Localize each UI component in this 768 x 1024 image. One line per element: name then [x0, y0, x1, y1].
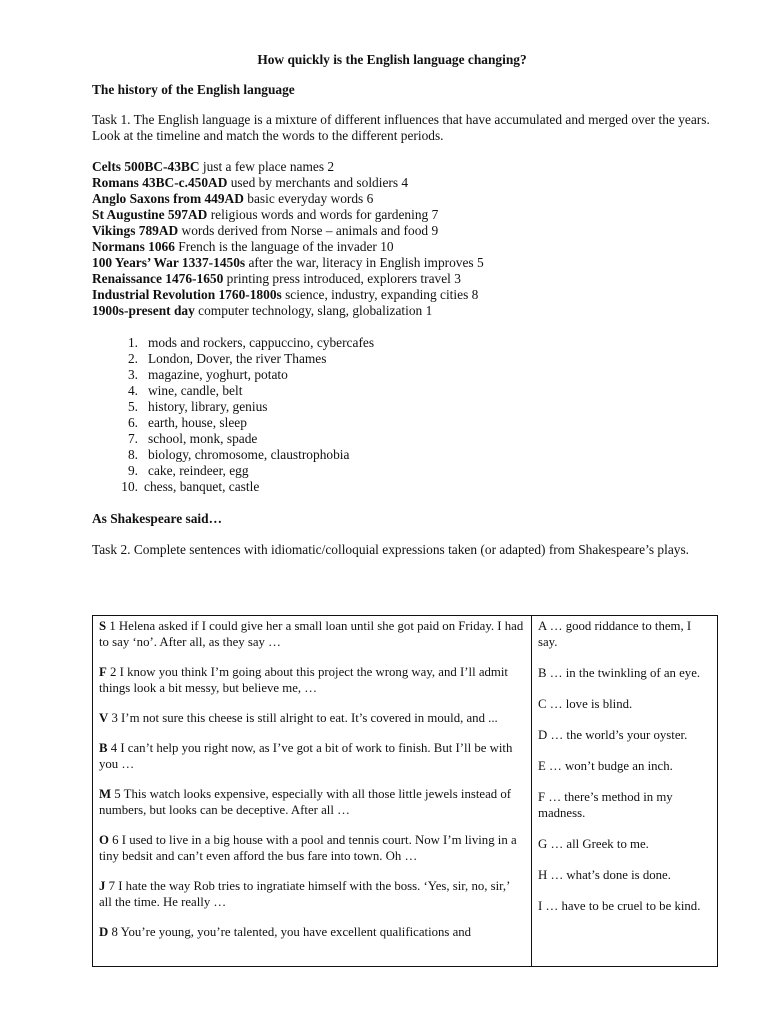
timeline-row — [92, 175, 717, 191]
sentence-item — [99, 740, 525, 772]
timeline-period: 1900s-present day — [92, 303, 195, 318]
list-item — [92, 431, 717, 447]
sentence-letter: J — [99, 879, 106, 893]
list-text: cake, reindeer, egg — [148, 463, 249, 478]
timeline-row — [92, 207, 717, 223]
timeline-period: Romans 43BC-c.450AD — [92, 175, 228, 190]
timeline-desc: French is the language of the invader 10 — [174, 239, 394, 254]
sentence-letter: M — [99, 787, 112, 801]
list-number: 3. — [127, 367, 138, 382]
answers-column — [532, 616, 718, 967]
sentence-text: 8 You’re young, you’re talented, you have excellent qualifications and — [108, 925, 472, 939]
sentence-item — [99, 786, 525, 818]
answer-item: E … won’t budge an inch. — [538, 759, 673, 773]
list-text: London, Dover, the river Thames — [148, 351, 327, 366]
list-number: 8. — [127, 447, 138, 462]
sentence-item — [99, 710, 525, 726]
page-title: How quickly is the English language changing? — [257, 52, 527, 67]
sentence-text: 3 I’m not sure this cheese is still alright to eat. It’s covered in mould, and ... — [108, 711, 498, 725]
list-number: 1. — [127, 335, 138, 350]
timeline-period: Renaissance 1476-1650 — [92, 271, 224, 286]
timeline-desc: basic everyday words 6 — [243, 191, 374, 206]
sentence-text: 7 I hate the way Rob tries to ingratiate himself with the boss. ‘Yes, sir, no, sir,’ all the time. He really … — [99, 879, 510, 909]
list-text: mods and rockers, cappuccino, cybercafes — [148, 335, 375, 350]
timeline-desc: science, industry, expanding cities 8 — [281, 287, 479, 302]
list-item — [92, 399, 717, 415]
timeline-period: Normans 1066 — [92, 239, 175, 254]
list-text: earth, house, sleep — [148, 415, 247, 430]
list-item — [92, 415, 717, 431]
timeline-desc: after the war, literacy in English improves 5 — [245, 255, 484, 270]
timeline-row — [92, 303, 717, 319]
section-heading-history: The history of the English language — [92, 82, 295, 97]
list-text: chess, banquet, castle — [144, 479, 260, 494]
sentence-text: 6 I used to live in a big house with a pool and tennis court. Now I’m living in a tiny bedsit and can’t even afford the bus fare into town. Oh … — [99, 833, 517, 863]
list-number: 5. — [127, 399, 138, 414]
matching-table — [92, 615, 718, 967]
sentence-letter: O — [99, 833, 109, 847]
list-text: history, library, genius — [148, 399, 268, 414]
list-number: 7. — [127, 431, 138, 446]
list-item — [92, 367, 717, 383]
answer-item: H … what’s done is done. — [538, 868, 671, 882]
list-text: wine, candle, belt — [148, 383, 243, 398]
task2-instructions: Task 2. Complete sentences with idiomatic/colloquial expressions taken (or adapted) from Shakespeare’s plays. — [92, 542, 690, 557]
timeline-row — [92, 239, 717, 255]
timeline-row — [92, 287, 717, 303]
list-text: school, monk, spade — [148, 431, 258, 446]
answer-item: A … good riddance to them, I say. — [538, 619, 692, 649]
timeline-desc: words derived from Norse – animals and food 9 — [178, 223, 439, 238]
list-number: 10. — [121, 479, 138, 494]
sentences-column — [93, 616, 532, 967]
sentence-text: 2 I know you think I’m going about this project the wrong way, and I’ll admit things look a bit messy, but believe me, … — [99, 665, 508, 695]
sentence-text: 1 Helena asked if I could give her a small loan until she got paid on Friday. I had to say ‘no’. After all, as they say … — [99, 619, 524, 649]
timeline-row — [92, 255, 717, 271]
timeline-period: St Augustine 597AD — [92, 207, 208, 222]
list-item — [92, 335, 717, 351]
answer-item: G … all Greek to me. — [538, 837, 649, 851]
sentence-item — [99, 924, 525, 940]
timeline-desc: used by merchants and soldiers 4 — [227, 175, 409, 190]
sentence-item — [99, 878, 525, 910]
document-body — [92, 52, 717, 564]
sentence-item — [99, 618, 525, 650]
timeline-row — [92, 271, 717, 287]
sentence-text: 4 I can’t help you right now, as I’ve got a bit of work to finish. But I’ll be with you … — [99, 741, 513, 771]
section-heading-shakespeare: As Shakespeare said… — [92, 511, 222, 526]
list-number: 2. — [127, 351, 138, 366]
sentence-letter: V — [99, 711, 109, 725]
timeline-row — [92, 223, 717, 239]
timeline-desc: computer technology, slang, globalization 1 — [194, 303, 433, 318]
list-number: 9. — [127, 463, 138, 478]
answer-item: B … in the twinkling of an eye. — [538, 666, 701, 680]
timeline-period: Anglo Saxons from 449AD — [92, 191, 244, 206]
timeline-period: Vikings 789AD — [92, 223, 179, 238]
list-item — [92, 383, 717, 399]
answer-item: D … the world’s your oyster. — [538, 728, 688, 742]
list-text: biology, chromosome, claustrophobia — [148, 447, 350, 462]
timeline-period: 100 Years’ War 1337-1450s — [92, 255, 246, 270]
answer-item: I … have to be cruel to be kind. — [538, 899, 701, 913]
answer-item: C … love is blind. — [538, 697, 633, 711]
list-item — [92, 447, 717, 463]
timeline-row — [92, 191, 717, 207]
answer-item: F … there’s method in my madness. — [538, 790, 673, 820]
sentence-letter: S — [99, 619, 107, 633]
sentence-text: 5 This watch looks expensive, especially with all those little jewels instead of numbers, but looks can be deceptive. After all … — [99, 787, 512, 817]
timeline-period: Industrial Revolution 1760-1800s — [92, 287, 282, 302]
sentence-letter: F — [99, 665, 107, 679]
sentence-letter: D — [99, 925, 109, 939]
timeline-desc: printing press introduced, explorers travel 3 — [223, 271, 461, 286]
task1-instructions: Task 1. The English language is a mixture of different influences that have accumulated and merged over the years. Look at the timeline and match the words to the different periods. — [92, 112, 710, 143]
word-list — [92, 335, 717, 495]
timeline-row — [92, 159, 717, 175]
sentence-item — [99, 664, 525, 696]
sentence-item — [99, 832, 525, 864]
timeline-desc: religious words and words for gardening 7 — [207, 207, 439, 222]
list-item — [92, 351, 717, 367]
list-item — [92, 463, 717, 479]
list-number: 6. — [127, 415, 138, 430]
sentence-letter: B — [99, 741, 108, 755]
timeline-desc: just a few place names 2 — [199, 159, 335, 174]
timeline-period: Celts 500BC-43BC — [92, 159, 200, 174]
list-text: magazine, yoghurt, potato — [148, 367, 288, 382]
list-number: 4. — [127, 383, 138, 398]
timeline-list — [92, 159, 717, 319]
list-item — [92, 479, 717, 495]
